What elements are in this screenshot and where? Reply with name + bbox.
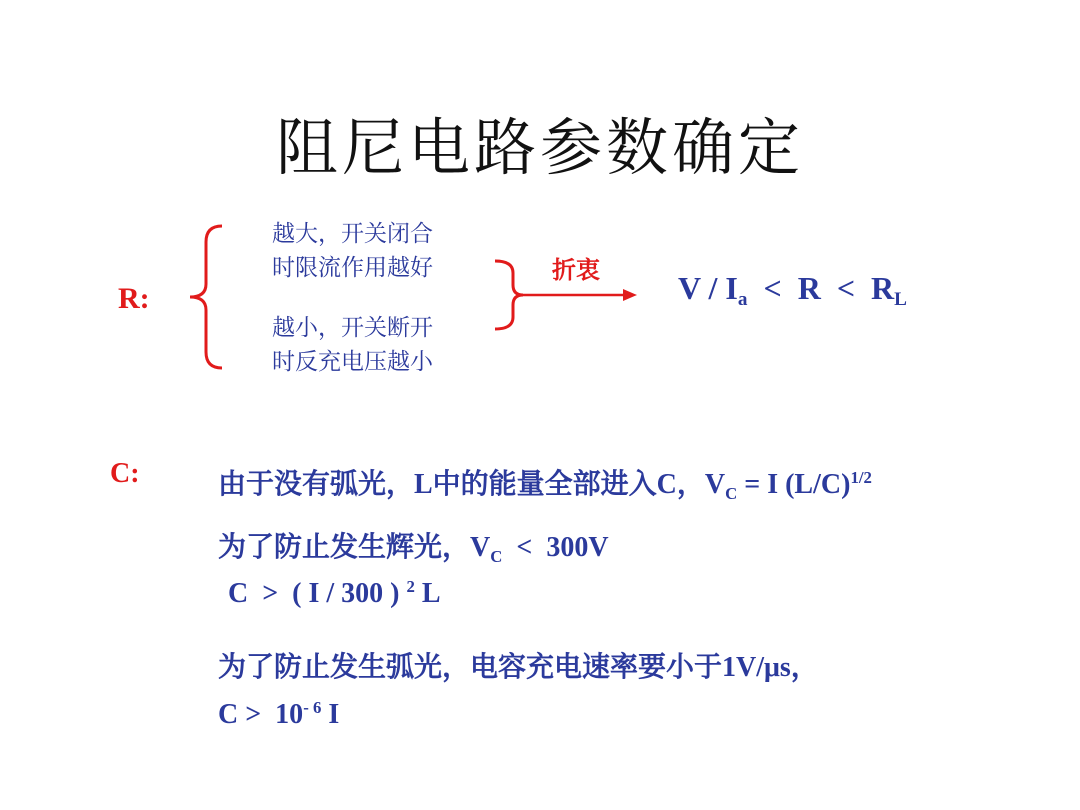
page-title: 阻尼电路参数确定 (275, 111, 804, 184)
note-large-r (272, 217, 433, 285)
note-small-r (272, 311, 433, 379)
c-line-3-text: C > ( I / 300 ) (228, 578, 407, 609)
c-label: C: (110, 458, 140, 489)
v-over-i: V / I (678, 270, 738, 306)
rl-subscript: L (894, 289, 907, 310)
c-line-4-text: 为了防止发生弧光，电容充电速率要小于1V/μs， (218, 652, 819, 683)
c-line-5 (218, 698, 339, 731)
c-line-2-text: 为了防止发生辉光，V (218, 532, 491, 563)
c-line-2-rest: < 300V (502, 532, 609, 563)
c-line-2-sub: C (490, 547, 503, 566)
c-line-4 (218, 645, 819, 685)
c-line-2 (218, 525, 609, 567)
c-line-3-rest: L (414, 578, 441, 609)
c-line-1-text: 由于没有弧光，L中的能量全部进入C，V (218, 469, 726, 500)
c-line-3-sup: 2 (406, 577, 415, 596)
c-line-1-rest: = I (L/C) (737, 469, 851, 500)
note-small-r-line-1: 越小，开关断开 (272, 315, 433, 341)
c-line-3 (228, 577, 441, 610)
c-line-5-rest: I (321, 699, 340, 730)
c-line-1 (218, 462, 872, 504)
ia-subscript: a (737, 289, 748, 310)
note-small-r-line-2: 时反充电压越小 (272, 349, 433, 375)
less-than-1: < (763, 270, 782, 306)
r-symbol: R (797, 270, 821, 306)
rl-symbol: R (871, 270, 895, 306)
arrow-label: 折衷 (552, 256, 600, 284)
c-line-5-text: C > 10 (218, 699, 304, 730)
r-label: R: (118, 282, 150, 315)
c-line-1-sub: C (725, 484, 738, 503)
r-range-expression (678, 270, 907, 311)
less-than-2: < (836, 270, 856, 306)
left-brace-icon (184, 222, 234, 372)
note-large-r-line-1: 越大，开关闭合 (272, 221, 433, 247)
note-large-r-line-2: 时限流作用越好 (272, 255, 433, 281)
c-line-5-sup: - 6 (303, 698, 322, 717)
c-line-1-sup: 1/2 (850, 468, 872, 487)
